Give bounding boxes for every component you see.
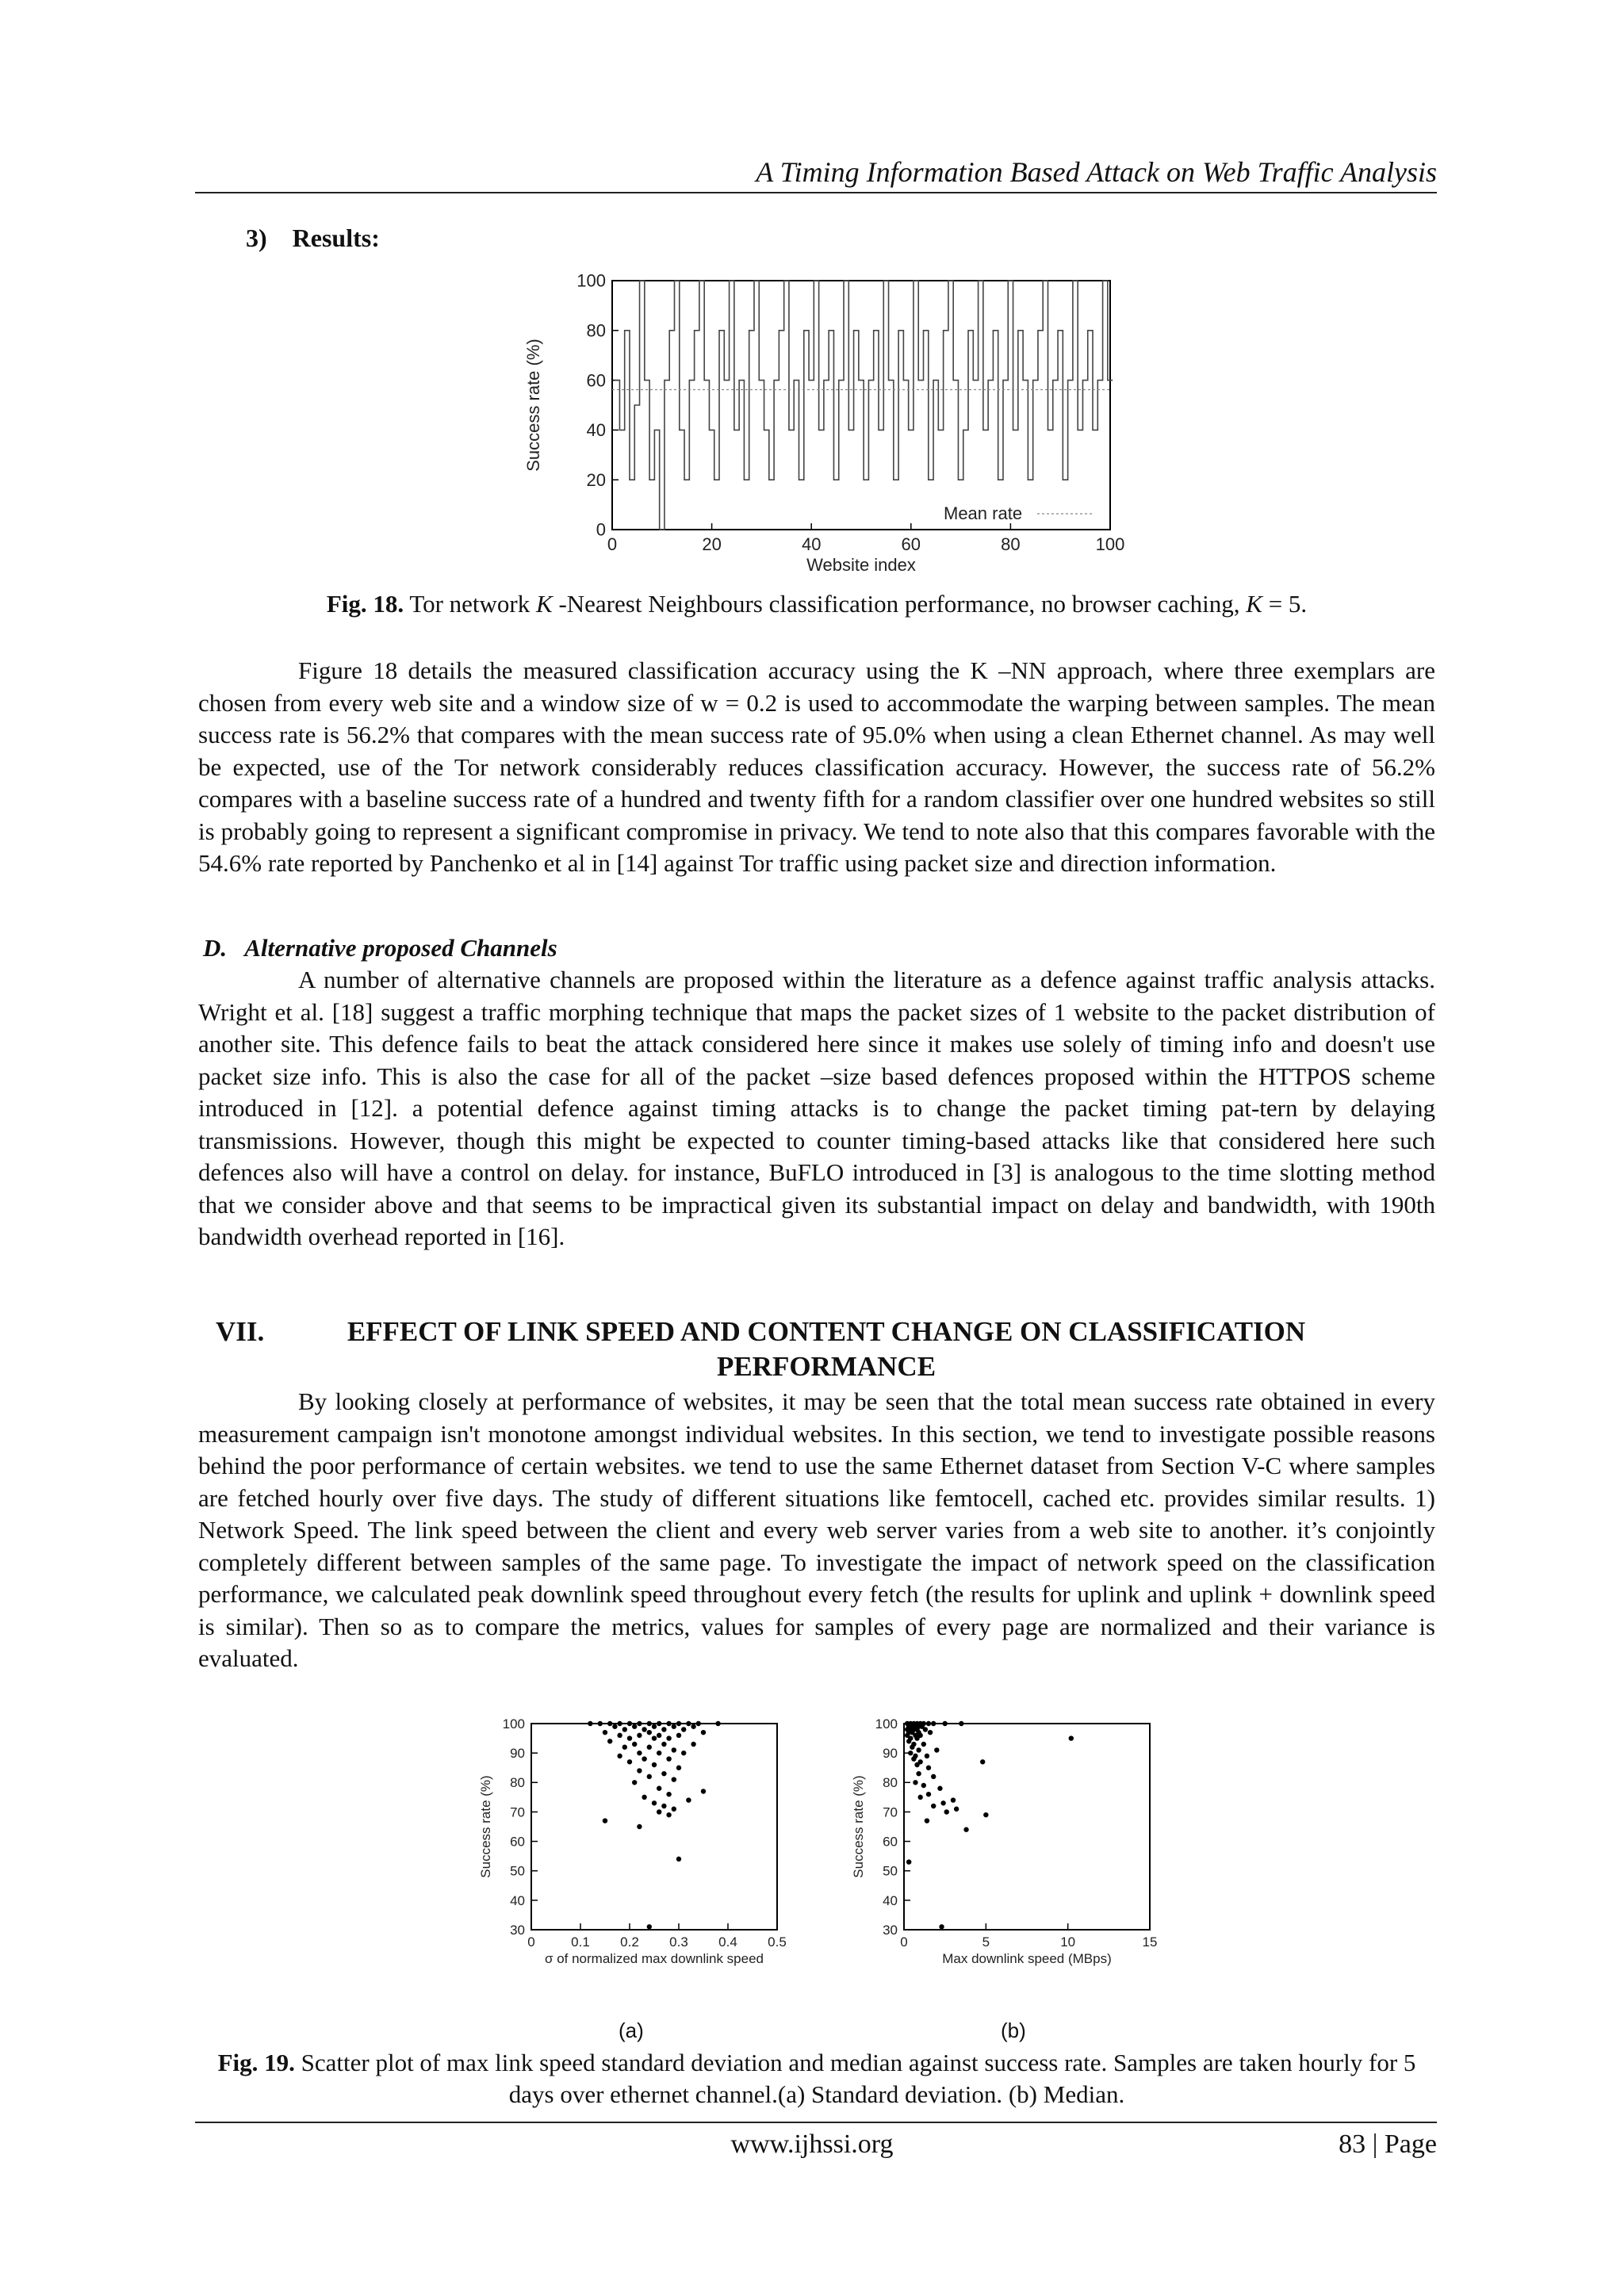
scatter-point [691,1724,695,1729]
scatter-point [666,1721,671,1726]
y-axis-label: Success rate (%) [523,339,543,472]
scatter-point [661,1727,666,1732]
scatter-point [923,1727,928,1732]
x-tick-label: 60 [901,534,921,554]
scatter-point [588,1721,592,1726]
scatter-point [652,1800,657,1805]
y-tick-label: 100 [502,1716,525,1732]
scatter-point [647,1774,652,1779]
scatter-point [627,1759,632,1764]
y-tick-label: 40 [510,1892,525,1908]
y-tick-label: 60 [586,370,606,391]
scatter-point [686,1721,691,1726]
y-tick-label: 90 [510,1746,525,1762]
figure-19b-sublabel: (b) [1001,2019,1026,2042]
scatter-point [603,1818,607,1823]
section-title-line-2: PERFORMANCE [716,1351,936,1382]
scatter-point [696,1721,701,1726]
scatter-point [666,1735,671,1740]
scatter-point [942,1721,947,1726]
scatter-point [647,1721,652,1726]
y-tick-label: 0 [596,519,606,540]
scatter-point [622,1745,627,1750]
scatter-point [632,1724,637,1729]
scatter-point [622,1727,627,1732]
y-tick-label: 80 [510,1775,525,1791]
scatter-point [647,1745,652,1750]
scatter-point [931,1804,936,1808]
scatter-point [672,1807,676,1812]
scatter-point [627,1735,632,1740]
figure-19a-sublabel: (a) [619,2019,644,2042]
paragraph-alternative-channels: A number of alternative channels are proposed within the literature as a defence against traffic analysis attacks. Wright et al. [18] suggest a traffic morphing technique that maps the packet sizes of 1 website to the packet distribution of another site. This defence fails to beat the attack considered here since it makes use solely of timing info and doesn't use packet size info. This is also the case for all of the packet –size based defences proposed within the HTTPOS scheme introduced in [12]. a potential defence against timing attacks is to change the packet timing pat-tern by delaying transmissions. However, though this might be expected to counter timing-based attacks like that considered here such defences also will have a control on delay. for instance, BuFLO introduced in [3] is analogous to the time slotting method that we consider above and that seems to be impractical given its substantial impact on delay and bandwidth, with 190th bandwidth overhead reported in [16]. [198,966,1435,1250]
paragraph-link-speed: By looking closely at performance of websites, it may be seen that the total mean success rate obtained in every measurement campaign isn't monotone amongst individual websites. In this section, we tend to investigate possible reasons behind the poor performance of certain websites. we tend to use the same Ethernet dataset from Section V-C where samples are fetched hourly over five days. The study of different situations like femtocell, cached etc. provides similar results. 1) Network Speed. The link speed between the client and every web server varies from a web site to another. it’s conjointly completely different between samples of the same page. To investigate the impact of network speed on the classification performance, we calculated peak downlink speed throughout every fetch (the results for uplink and uplink + downlink speed is similar). Then so as to compare the metrics, values for samples of every page are normalized and their variance is evaluated. [198,1387,1435,1672]
scatter-point [652,1724,657,1729]
y-axis-label: Success rate (%) [478,1775,493,1878]
scatter-point [917,1795,922,1800]
y-tick-label: 20 [586,469,606,490]
running-header: A Timing Information Based Attack on Web Traffic Analysis [756,156,1437,188]
scatter-point [914,1762,919,1767]
section-title-line-1: EFFECT OF LINK SPEED AND CONTENT CHANGE ON CLASSIFICATION [347,1316,1306,1347]
scatter-point [637,1751,642,1755]
scatter-point [911,1756,916,1761]
scatter-point [921,1783,926,1788]
scatter-point [666,1792,671,1797]
x-axis-label: σ of normalized max downlink speed [544,1951,764,1966]
scatter-point [612,1724,617,1729]
scatter-point [937,1786,942,1791]
scatter-point [701,1789,706,1793]
x-tick-label: 100 [1095,534,1125,554]
scatter-point [603,1730,607,1735]
results-heading: 3) Results: [246,224,380,252]
scatter-point [642,1727,646,1732]
footer-page-number: 83 | Page [1339,2130,1437,2159]
scatter-point [642,1795,646,1800]
scatter-point [681,1751,686,1755]
scatter-point [928,1730,933,1735]
figure-18-caption-part: Tor network [409,590,537,618]
scatter-point [914,1735,919,1740]
scatter-point [661,1742,666,1747]
scatter-point [661,1804,666,1808]
footer-rule [195,2122,1437,2123]
scatter-point [691,1742,695,1747]
series-line [615,281,1113,530]
scatter-point [617,1754,622,1758]
y-tick-label: 30 [883,1922,898,1938]
scatter-point [657,1733,661,1738]
scatter-point [926,1792,931,1797]
scatter-point [926,1721,931,1726]
scatter-point [963,1827,968,1832]
x-axis-label: Website index [806,555,916,575]
figure-19-caption [198,2047,1435,2110]
figure-19-caption-text: Scatter plot of max link speed standard deviation and median against success rate. Samples are taken hourly for 5 days over ethernet channel.(a) Standard deviation. (b) Median. [301,2049,1416,2108]
x-tick-label: 0.1 [571,1934,590,1950]
y-tick-label: 80 [586,320,606,341]
scatter-point [951,1797,956,1802]
scatter-point [701,1730,706,1735]
scatter-point [934,1747,939,1752]
y-tick-label: 40 [586,420,606,441]
scatter-point [959,1721,963,1726]
figure-18-chart [515,270,1134,587]
section-number: VII. [216,1316,265,1347]
y-tick-label: 80 [883,1775,898,1791]
scatter-point [647,1730,652,1735]
scatter-point [906,1739,911,1743]
scatter-point [666,1756,671,1761]
scatter-point [676,1766,681,1770]
scatter-point [916,1747,921,1752]
scatter-point [980,1759,985,1764]
scatter-point [672,1724,676,1729]
scatter-point [637,1733,642,1738]
scatter-point [910,1745,914,1750]
x-axis-label: Max downlink speed (MBps) [942,1951,1112,1966]
header-rule [195,192,1437,193]
scatter-point [926,1766,931,1770]
x-tick-label: 0 [527,1934,535,1950]
x-tick-label: 0.2 [620,1934,639,1950]
plot-frame [612,281,1110,530]
scatter-point [637,1721,642,1726]
scatter-point [931,1721,936,1726]
scatter-point [954,1807,959,1812]
figure-18-caption-part: -Nearest Neighbours classification performance, no browser caching, [552,590,1247,618]
scatter-point [925,1818,929,1823]
x-tick-label: 0 [900,1934,908,1950]
scatter-point [652,1735,657,1740]
plot-frame [531,1724,777,1930]
scatter-point [681,1727,686,1732]
scatter-point [931,1774,936,1779]
legend-label: Mean rate [944,503,1023,523]
scatter-point [657,1721,661,1726]
scatter-point [908,1751,913,1755]
scatter-point [617,1721,622,1726]
x-tick-label: 15 [1142,1934,1158,1950]
figure-18-caption-k: K [1246,590,1262,618]
scatter-point [632,1780,637,1785]
paragraph-figure-18-discussion: Figure 18 details the measured classification accuracy using the K –NN approach, where three exemplars are chosen from every web site and a window size of w = 0.2 is used to accommodate the warping between samples. The mean success rate is 56.2% that compares with the mean success rate of 95.0% when using a clean Ethernet channel. As may well be expected, use of the Tor network considerably reduces classification accuracy. However, the success rate of 56.2% compares with a baseline success rate of a hundred and twenty fifth for a random classifier over one hundred websites so still is probably going to represent a significant compromise in privacy. We tend to note also that this compares favorable with the 54.6% rate reported by Panchenko et al in [14] against Tor traffic using packet size and direction information. [198,656,1435,877]
x-tick-label: 0.5 [768,1934,787,1950]
subsection-heading: D. Alternative proposed Channels [203,934,557,962]
scatter-point [925,1754,929,1758]
scatter-point [607,1721,612,1726]
y-tick-label: 100 [875,1716,898,1732]
scatter-point [715,1721,720,1726]
x-tick-label: 0.4 [718,1934,737,1950]
x-tick-label: 0 [607,534,618,554]
figure-18-caption [198,588,1435,620]
scatter-point [637,1768,642,1773]
scatter-point [661,1771,666,1776]
scatter-point [627,1721,632,1726]
y-tick-label: 70 [510,1804,525,1820]
figure-19b-chart [848,1712,1166,1974]
y-tick-label: 100 [576,270,606,291]
scatter-point [632,1742,637,1747]
scatter-point [642,1756,646,1761]
footer-url: www.ijhssi.org [730,2130,894,2159]
y-tick-label: 50 [510,1863,525,1879]
y-tick-label: 30 [510,1922,525,1938]
y-tick-label: 40 [883,1892,898,1908]
scatter-point [672,1777,676,1781]
figure-18-caption-k: K [536,590,553,618]
y-tick-label: 60 [883,1834,898,1850]
x-tick-label: 5 [982,1934,990,1950]
scatter-point [940,1800,945,1805]
scatter-point [672,1747,676,1752]
scatter-point [983,1812,988,1817]
scatter-point [657,1751,661,1755]
y-tick-label: 70 [883,1804,898,1820]
scatter-point [906,1859,911,1864]
y-tick-label: 60 [510,1834,525,1850]
y-axis-label: Success rate (%) [851,1775,866,1878]
plot-frame [904,1724,1150,1930]
scatter-point [676,1857,681,1862]
scatter-point [657,1786,661,1791]
figure-18-caption-label: Fig. 18. [326,590,404,618]
scatter-point [939,1924,944,1929]
x-tick-label: 10 [1060,1934,1076,1950]
scatter-point [916,1771,921,1776]
scatter-point [637,1824,642,1829]
y-tick-label: 50 [883,1863,898,1879]
figure-19a-chart [476,1712,793,1974]
scatter-point [617,1733,622,1738]
x-tick-label: 40 [801,534,822,554]
y-tick-label: 90 [883,1746,898,1762]
scatter-point [1069,1735,1074,1740]
x-tick-label: 80 [1001,534,1021,554]
x-tick-label: 20 [702,534,722,554]
scatter-point [657,1809,661,1814]
scatter-point [607,1739,612,1743]
scatter-point [647,1924,652,1929]
x-tick-label: 0.3 [669,1934,688,1950]
scatter-point [676,1721,681,1726]
scatter-point [666,1812,671,1817]
scatter-point [598,1721,603,1726]
scatter-point [686,1797,691,1802]
scatter-point [676,1733,681,1738]
scatter-point [944,1809,949,1814]
scatter-point [913,1780,917,1785]
figure-18-caption-part: = 5. [1262,590,1308,618]
scatter-point [921,1742,926,1747]
figure-19-caption-label: Fig. 19. [217,2049,295,2076]
scatter-point [652,1762,657,1767]
